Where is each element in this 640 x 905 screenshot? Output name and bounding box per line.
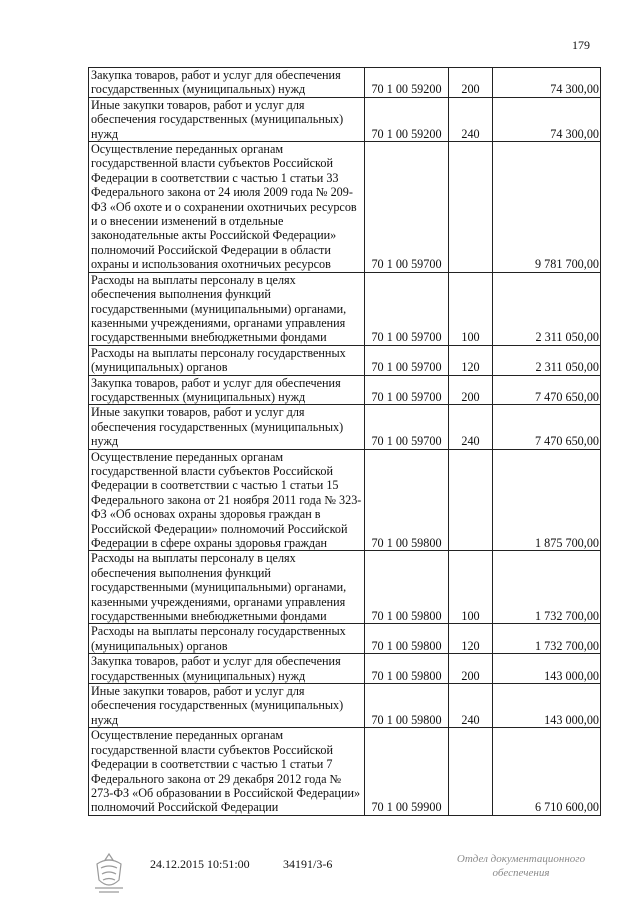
row-code: 70 1 00 59800 (365, 551, 449, 624)
row-code: 70 1 00 59200 (365, 97, 449, 141)
row-name: Закупка товаров, работ и услуг для обеспечения государственных (муниципальных) нужд (89, 654, 365, 684)
row-amount: 2 311 050,00 (493, 345, 601, 375)
row-code: 70 1 00 59700 (365, 375, 449, 405)
row-expense-type: 200 (449, 654, 493, 684)
row-amount: 1 732 700,00 (493, 624, 601, 654)
row-expense-type (449, 449, 493, 551)
table-row (89, 728, 601, 815)
row-expense-type: 120 (449, 624, 493, 654)
row-amount: 143 000,00 (493, 654, 601, 684)
row-code: 70 1 00 59700 (365, 405, 449, 449)
table-row (89, 449, 601, 551)
table-row (89, 684, 601, 728)
footer-document-id: 34191/3-6 (283, 857, 333, 871)
row-name: Иные закупки товаров, работ и услуг для обеспечения государственных (муниципальных) нужд (89, 684, 365, 728)
table-row (89, 97, 601, 141)
row-name: Расходы на выплаты персоналу в целях обеспечения выполнения функций государственными (муниципальными) органами, казенными учреждениями, органами управления государственными внебюджетными фондами (89, 551, 365, 624)
row-name: Осуществление переданных органам государственной власти субъектов Российской Федерации в соответствии с частью 1 статьи 15 Федерального закона от 21 ноября 2011 года № 323-ФЗ «Об основах охраны здоровья граждан в Российской Федерации» полномочий Российской Федерации в сфере охраны здоровья граждан (89, 449, 365, 551)
row-amount: 7 470 650,00 (493, 375, 601, 405)
table-row (89, 624, 601, 654)
row-code: 70 1 00 59700 (365, 345, 449, 375)
row-amount: 6 710 600,00 (493, 728, 601, 815)
department-stamp (441, 852, 601, 880)
row-expense-type: 100 (449, 551, 493, 624)
row-code: 70 1 00 59700 (365, 142, 449, 273)
row-code: 70 1 00 59800 (365, 684, 449, 728)
row-amount: 7 470 650,00 (493, 405, 601, 449)
row-name: Расходы на выплаты персоналу государственных (муниципальных) органов (89, 624, 365, 654)
row-name: Закупка товаров, работ и услуг для обеспечения государственных (муниципальных) нужд (89, 375, 365, 405)
row-name: Иные закупки товаров, работ и услуг для обеспечения государственных (муниципальных) нужд (89, 405, 365, 449)
row-expense-type (449, 142, 493, 273)
table-row (89, 142, 601, 273)
row-expense-type: 100 (449, 272, 493, 345)
page-number: 179 (572, 38, 590, 52)
row-name: Закупка товаров, работ и услуг для обеспечения государственных (муниципальных) нужд (89, 68, 365, 98)
row-amount: 1 875 700,00 (493, 449, 601, 551)
row-amount: 2 311 050,00 (493, 272, 601, 345)
row-expense-type (449, 728, 493, 815)
row-amount: 74 300,00 (493, 68, 601, 98)
emblem-icon (91, 850, 127, 894)
row-amount: 9 781 700,00 (493, 142, 601, 273)
row-name: Осуществление переданных органам государственной власти субъектов Российской Федерации в соответствии с частью 1 статьи 33 Федерального закона от 24 июля 2009 года № 209-ФЗ «Об охоте и о сохранении охотничьих ресурсов и о внесении изменений в отдельные законодательные акты Российской Федерации» полномочий Российской Федерации в области охраны и использования охотничьих ресурсов (89, 142, 365, 273)
row-expense-type: 240 (449, 684, 493, 728)
row-expense-type: 200 (449, 68, 493, 98)
row-name: Иные закупки товаров, работ и услуг для обеспечения государственных (муниципальных) нужд (89, 97, 365, 141)
row-amount: 143 000,00 (493, 684, 601, 728)
table-row (89, 551, 601, 624)
budget-table (88, 67, 601, 816)
row-name: Расходы на выплаты персоналу в целях обеспечения выполнения функций государственными (муниципальными) органами, казенными учреждениями, органами управления государственными внебюджетными фондами (89, 272, 365, 345)
row-amount: 74 300,00 (493, 97, 601, 141)
row-expense-type: 240 (449, 405, 493, 449)
row-expense-type: 120 (449, 345, 493, 375)
table-row (89, 272, 601, 345)
row-name: Расходы на выплаты персоналу государственных (муниципальных) органов (89, 345, 365, 375)
row-expense-type: 200 (449, 375, 493, 405)
row-code: 70 1 00 59700 (365, 272, 449, 345)
row-code: 70 1 00 59800 (365, 449, 449, 551)
table-row (89, 345, 601, 375)
table-row (89, 405, 601, 449)
stamp-line: Отдел документационного (456, 853, 586, 865)
table-row (89, 654, 601, 684)
row-name: Осуществление переданных органам государственной власти субъектов Российской Федерации в соответствии с частью 1 статьи 7 Федерального закона от 29 декабря 2012 года № 273-ФЗ «Об образовании в Российской Федерации» полномочий Российской Федерации (89, 728, 365, 815)
row-code: 70 1 00 59800 (365, 624, 449, 654)
row-code: 70 1 00 59900 (365, 728, 449, 815)
row-amount: 1 732 700,00 (493, 551, 601, 624)
footer-date: 24.12.2015 10:51:00 (150, 857, 250, 871)
table-row (89, 68, 601, 98)
stamp-line: обеспечения (492, 867, 550, 879)
row-code: 70 1 00 59800 (365, 654, 449, 684)
row-expense-type: 240 (449, 97, 493, 141)
row-code: 70 1 00 59200 (365, 68, 449, 98)
table-row (89, 375, 601, 405)
